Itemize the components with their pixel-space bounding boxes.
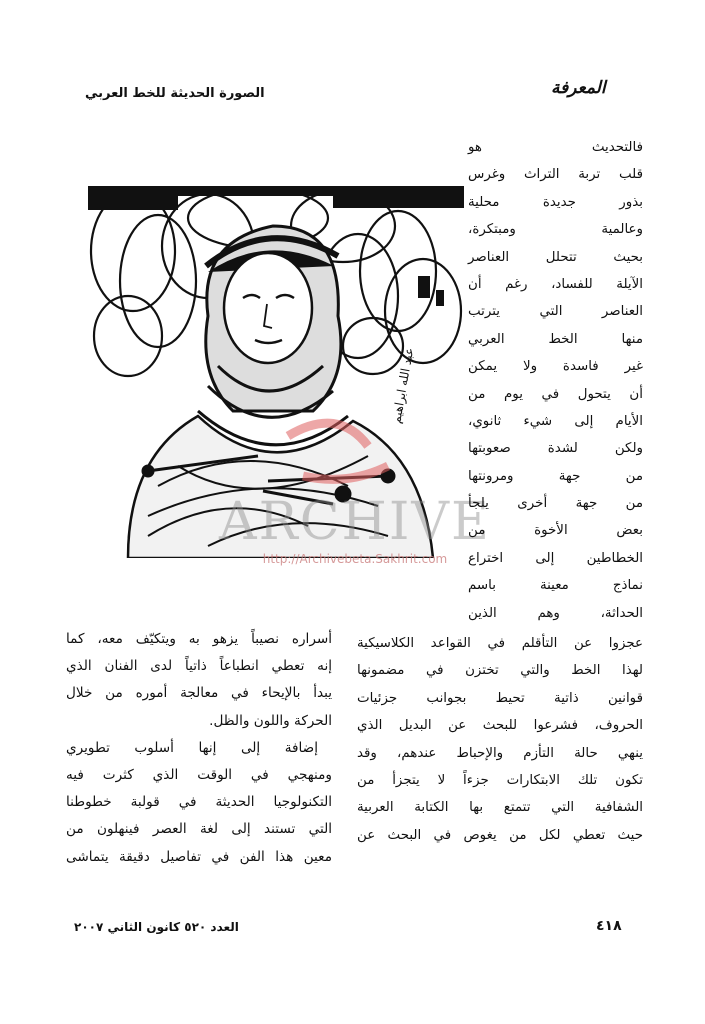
page-number: ٤١٨ [596, 918, 622, 934]
text-line: الأيام إلى شيء ثانوي، [468, 413, 643, 429]
text-line: إنه تعطي انطباعاً ذاتياً لدى الفنان الذي [66, 658, 332, 675]
text-line: تكون تلك الابتكارات جزءاً لا يتجزأ من [357, 772, 643, 788]
text-line: من جهة ومرونتها [468, 468, 643, 484]
watermark-url: http://Archivebeta.Sakhrit.com [262, 552, 448, 566]
text-line: وعالمية ومبتكرة، [468, 222, 643, 238]
text-line: قلب تربة التراث وغرس [468, 167, 643, 183]
text-line: الحروف، فشرعوا للبحث عن البديل الذي [357, 718, 643, 734]
text-line: الشفافية التي تتمتع بها الكتابة العربية [357, 800, 643, 816]
artist-signature: عبد الله ابراهيم [389, 346, 417, 425]
left-column-text [66, 626, 332, 871]
text-line: الحداثة، وهم الذين [468, 605, 643, 621]
text-line: بذور جديدة محلية [468, 194, 643, 210]
text-line: إضافة إلى إنها أسلوب تطويري [66, 739, 318, 756]
text-line: يبدأ بالإيحاء في معالجة أموره من خلال [66, 685, 332, 702]
text-line: أسراره نصيباً يزهو به ويتكيّف معه، كما [66, 631, 332, 647]
text-line: قوانين ذاتية تحيط بجوانب جزئيات [357, 690, 643, 706]
text-line: الخطاطين إلى اختراع [468, 550, 643, 566]
text-line: التي تستند إلى لغة العصر فينهلون من [66, 821, 332, 838]
text-line: نماذج معينة باسم [468, 578, 643, 594]
watermark-text: ARCHIVE [219, 492, 491, 552]
text-line: عجزوا عن التأقلم في القواعد الكلاسيكية [357, 636, 643, 651]
text-line: فالتحديث هو [468, 140, 643, 155]
text-line: التكنولوجيا الحديثة في قولبة خطوطنا [66, 794, 332, 811]
text-line: ومنهجي في الوقت الذي كثرت فيه [66, 766, 332, 783]
text-line: من جهة أخرى يلجأ [468, 496, 643, 512]
magazine-logo: المعرفة [551, 78, 606, 98]
text-line: منها الخط العربي [468, 331, 643, 347]
text-line: بحيث تتحلل العناصر [468, 249, 643, 265]
right-column-text [468, 134, 643, 627]
text-line: غير فاسدة ولا يمكن [468, 359, 643, 375]
right-column-text-continued [357, 630, 643, 849]
issue-info: العدد ٥٢٠ كانون الثاني ٢٠٠٧ [74, 920, 239, 934]
text-line: ينهي حالة التأزم والإحباط عندهم، وقد [357, 745, 643, 761]
text-line: العناصر التي يترتب [468, 304, 643, 320]
section-title: الصورة الحديثة للخط العربي [85, 86, 265, 101]
text-line: بعض الأخوة من [468, 523, 643, 539]
text-line: لهذا الخط والتي تختزن في مضمونها [357, 663, 643, 679]
text-line: حيث تعطي لكل من يغوص في البحث عن [357, 827, 643, 843]
text-line: معين هذا الفن في تفاصيل دقيقة يتماشى [66, 848, 332, 865]
text-line: الآيلة للفساد، رغم أن [468, 276, 643, 292]
text-line: الحركة واللون والظل. [209, 712, 332, 729]
text-line: أن يتحول في يوم من [468, 386, 643, 402]
text-line: ولكن لشدة صعوبتها [468, 441, 643, 457]
